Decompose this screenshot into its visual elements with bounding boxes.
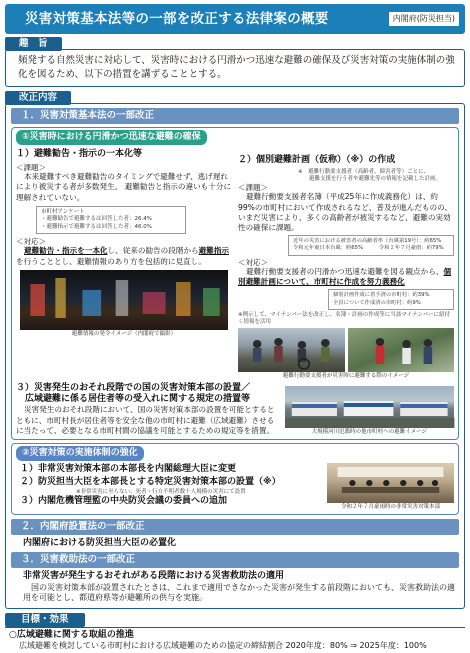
assisted-walk-photo	[348, 328, 455, 372]
group2-heading: ②災害対策の実施体制の強化	[16, 446, 144, 461]
group2-list	[16, 463, 321, 511]
item2-response-label: ＜対応＞	[238, 257, 268, 267]
sec3-text: 国の災害対策本部が設置されたときは、これまで適用できなかった災害が発生する前段階においても、災害救助法の適用を可能とし、都道府県等が避難所の供与を実施。	[23, 582, 455, 603]
item2-column	[238, 149, 454, 380]
group2-box	[11, 443, 459, 515]
item1-response-label: ＜対応＞	[16, 237, 46, 247]
item1-issue-label: ＜課題＞	[16, 162, 46, 172]
item2-issue-label: ＜課題＞	[238, 182, 268, 192]
item2-response-text	[238, 267, 454, 288]
item1-response-part-2: を行うこととし、避難情報のあり方を包括的に見直し。	[16, 256, 206, 266]
item3-text-block	[16, 380, 279, 436]
kaisei-section	[5, 91, 465, 609]
item2-stats-box	[288, 235, 454, 255]
group2-photo-caption: 令和２年７月豪雨時の非常災害対策本部	[340, 504, 440, 511]
item2-response-part-1: 避難行動要支援者の円滑かつ迅速な避難を図る観点から、	[246, 266, 444, 276]
wheelchair-evacuation-photo	[238, 328, 345, 372]
item3-photo-caption: 大規模河川氾濫時の他市町村への避難イメージ	[311, 428, 427, 435]
item2-stats-line-1: 近年の災害における被害者の高齢者率（台風第19号）：約65%	[293, 238, 442, 245]
people-image	[238, 328, 345, 372]
item1-title: １）避難勧告・指示の一本化等	[16, 149, 143, 160]
meeting-image	[327, 463, 454, 503]
mokuhyo-tab: 目標・効果	[5, 613, 85, 627]
item2-plan-box	[328, 289, 454, 309]
item1-survey-box	[36, 206, 186, 234]
item2-note-line-2: 避難支援を行う者や避難先等の情報を記載した計画。	[298, 175, 442, 182]
item2-issue-text: 避難行動要支援者名簿（平成25年に作成義務化）は、約99%の市町村において作成されるなど、普及が進んだものの、いまだ災害により、多くの高齢者が被災するなど、避難の実効性の確保に課題。	[238, 192, 453, 233]
item2-plan-line-2: 全員について作成済の市町村：約9%	[333, 299, 421, 306]
shushi-box	[5, 49, 465, 88]
group2-item-2-note: ※非常災害に至らない、死者・行方不明者数十人規模の災害にて設置	[76, 488, 246, 495]
emergency-hq-photo	[327, 463, 454, 503]
page-title: 災害対策基本法等の一部を改正する法律案の概要	[25, 10, 329, 27]
shushi-section	[5, 37, 465, 87]
item2-response-emph: 個別避難計画について、市町村に作成を努力義務化	[238, 266, 452, 287]
item2-plan-line-1: 個別計画作成に着手済の市町村：約39%	[333, 292, 430, 299]
survey-title: 市町村アンケート	[41, 208, 85, 215]
item3-photo-block	[285, 380, 454, 436]
group2-item-2: ２）防災担当大臣を本部長とする特定災害対策本部の設置（※）	[20, 477, 281, 487]
sec2-heading: ２．内閣府設置法の一部改正	[11, 519, 459, 535]
survey-line-2: ・避難指示で避難するは回答した者：46.0%	[41, 223, 152, 230]
group2-photo-block	[327, 463, 454, 511]
group1-heading: ①災害時における円滑かつ迅速な避難の確保	[16, 130, 207, 145]
item1-photo-caption: 避難情報の発令イメージ（内閣府で撮影）	[71, 330, 177, 337]
shushi-tab: 趣 旨	[5, 37, 62, 51]
mokuhyo-item-heading: ○広域避難に関する取組の推進	[9, 630, 134, 640]
wide-area-evacuation-photo	[285, 386, 454, 428]
item1-issue-text: 本来避難すべき避難勧告のタイミングで避難せず、逃げ遅れにより被災する者が多数発生。 避難勧告と指示の違いも十分に理解されていない。	[16, 172, 232, 202]
item2-title: ２）個別避難計画（仮称）（※）の作成	[238, 155, 396, 166]
item2-note-line-1: ※ 避難行動要支援者（高齢者、障害者等）ごとに、	[298, 168, 430, 175]
item1-response-emph-2: 避難指示	[198, 246, 230, 256]
item3-text: 災害発生のおそれ段階において、国の災害対策本部の設置を可能とするとともに、市町村長が居住者等を安全な他の市町村に避難（広域避難）させるに当たって、必要となる市町村間の協議を可能とするための規定等を措置。	[16, 405, 275, 435]
mokuhyo-section	[5, 613, 465, 653]
group1-columns	[16, 149, 454, 380]
kaisei-tab: 改正内容	[5, 91, 71, 105]
kaisei-frame	[5, 103, 465, 609]
shushi-text: 頻発する自然災害に対応して、災害時における円滑かつ迅速な避難の確保及び災害対策の実施体制の強化を図るため、以下の措置を講ずることとする。	[18, 54, 455, 80]
evacuation-order-photo	[20, 270, 228, 330]
item3-title-line-1: ３）災害発生のおそれ段階での国の災害対策本部の設置／	[16, 382, 251, 393]
sec1-heading: １．災害対策基本法の一部改正	[11, 108, 459, 124]
item3-title-line-2: 広域避難に係る居住者等の受入れに関する規定の措置等	[16, 394, 251, 405]
item2-photo-caption: 避難行動要支援者が災害時に避難する際のイメージ	[282, 373, 410, 380]
mokuhyo-box	[5, 627, 465, 653]
department-badge: 内閣府(防災担当)	[389, 12, 459, 26]
city-lights-image	[20, 270, 228, 330]
item2-photos	[238, 328, 454, 372]
item3-row	[16, 380, 454, 436]
group2-row	[16, 463, 454, 511]
survey-line-1: ・避難勧告で避難するは回答した者：26.4%	[41, 216, 152, 223]
item1-column	[16, 149, 232, 380]
item1-response-text	[16, 246, 232, 267]
mokuhyo-item-text: 広域避難を検討している市町村における広域避難のための協定の締結割合 2020年度：80% ⇒ 2025年度：100%	[19, 641, 427, 651]
group1-box	[11, 127, 459, 440]
helpers-image	[348, 328, 455, 372]
group2-item-3: ３）内閣危機管理監の中央防災会議の委員への追加	[20, 496, 228, 507]
group2-item-1: １）非常災害対策本部の本部長を内閣総理大臣に変更	[20, 464, 237, 475]
item2-example-note: ※例示して、マイナンバー法を改正し、名簿・計画の作成等に当該マイナンバーに紐付く情報を活用	[238, 311, 450, 325]
sec2-text: 内閣府における防災担当大臣の必置化	[23, 538, 177, 549]
item1-response-emph-1: 避難勧告・指示を一本化	[24, 246, 108, 256]
sec3-title: 非常災害が発生するおそれがある段階における災害救助法の適用	[23, 571, 285, 582]
title-bar	[5, 4, 465, 34]
item2-stats-line-2: 令和元年東日本台風：約65% 令和２年７月豪雨：約79%	[293, 245, 444, 252]
item1-response-part-1: し、従来の勧告の段階から	[107, 246, 199, 256]
buses-image	[285, 386, 454, 428]
sec3-heading: ３．災害救助法の一部改正	[11, 552, 459, 568]
